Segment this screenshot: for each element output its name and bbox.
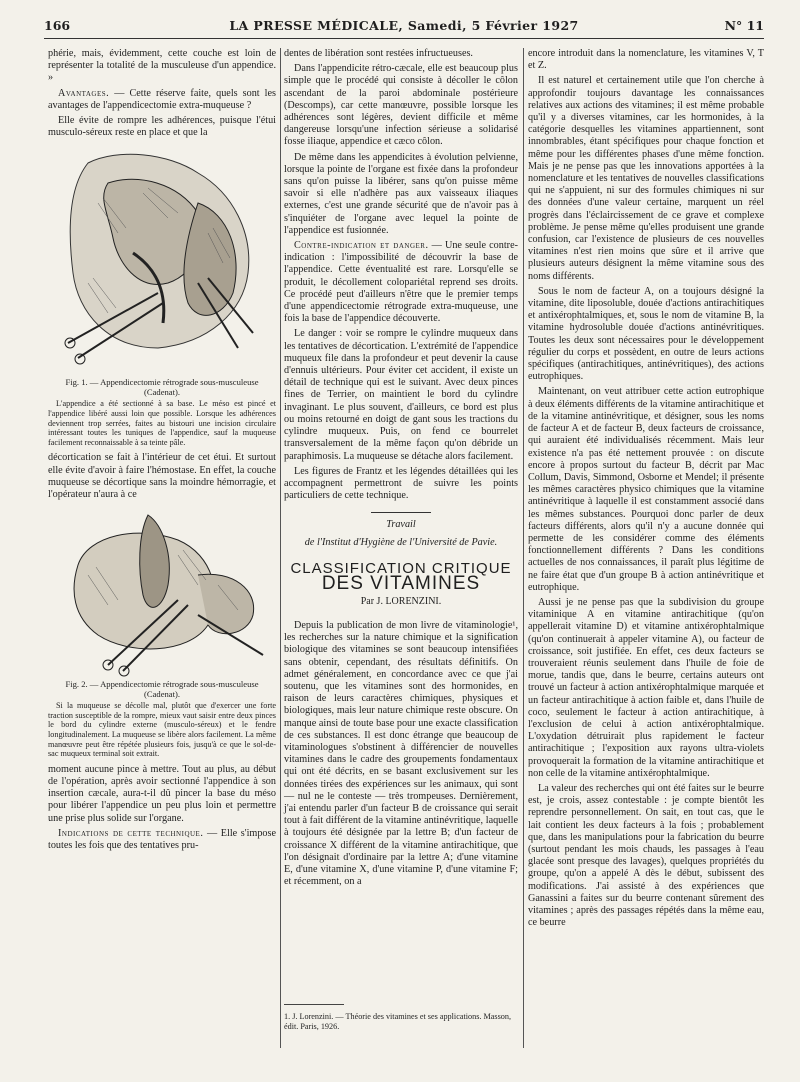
institute-line: de l'Institut d'Hygiène de l'Université de Pavie. (304, 537, 498, 549)
paragraph (48, 828, 276, 852)
article-author: Par J. LORENZINI. (360, 595, 442, 607)
figure-1-description: L'appendice a été sectionné à sa base. Le méso est pincé et l'appendice libéré aussi loin que possible. Lorsque les adhérences deviennent trop serrées, faites au bistouri une incision circulaire intéressant toutes les tuniques de l'appendice, sauf la muqueuse facilement reconnaissable à sa teinte pâle. (48, 399, 276, 447)
section-heading: Contre-indication et danger. (294, 240, 429, 252)
page-number: 166 (44, 18, 71, 33)
column-divider (280, 48, 281, 1048)
figure-1 (48, 143, 276, 447)
section-heading: Avantages. (58, 87, 110, 99)
section-heading: Indications de cette technique. (58, 827, 204, 839)
column-1 (48, 48, 276, 855)
figure-2-description: Si la muqueuse se décolle mal, plutôt que d'exercer une forte traction susceptible de la rompre, mieux vaut saisir entre deux pinces le bord du cylindre externe (musculo-séreux) et le fendre longitudinalement. La muqueuse se libère alors facilement. La même manœuvre peut être répétée plusieurs fois, jusqu'à ce que le sol-de-sac muqueux terminal soit extrait. (48, 701, 276, 759)
paragraph: Maintenant, on veut attribuer cette action eutrophique à deux éléments différents de la vitamine antirachitique et de la vitamine antinévritique, et désigner, sous les noms de facteur A et de facteur B, deux facteurs de croissance, qui auraient été individualisés récemment. Mais leur existence n'a pas été nettement prouvée : on discute encore à propos surtout du facteur B, décrit par Mac Collum, Davis, Simmond, Osborne et Mendel; il présente les mêmes caractères physico chimiques que la vitamine antinévritique à laquelle il est constamment associé dans les mêmes substances. Pourquoi donc parler de deux facteurs différents, alors qu'il n'y a aucune donnée qui permette de les considérer comme des éléments fonctionnellement différents ? Dans les conditions actuelles de nos connaissances, il paraît plus légitime de ne faire état que d'un groupe B à action antinévritique et eutrophique. (528, 386, 764, 593)
surgical-illustration-2 (48, 505, 276, 677)
paragraph: encore introduit dans la nomenclature, les vitamines V, T et Z. (528, 48, 764, 72)
column-2 (284, 48, 518, 891)
paragraph (284, 240, 518, 325)
column-divider (523, 48, 524, 1048)
page-header (44, 18, 764, 40)
paragraph: décortication se fait à l'intérieur de cet étui. Et surtout elle évite d'avoir à faire l'hémostase. En effet, la couche muqueuse se décortique sans la moindre hémorragie, et l'opérateur n'aura à ce (48, 452, 276, 500)
paragraph: phérie, mais, évidemment, cette couche est loin de représenter la totalité de la musculeuse d'un appendice. » (48, 48, 276, 84)
figure-2 (48, 505, 276, 759)
header-rule (44, 38, 764, 39)
paragraph (48, 88, 276, 112)
paragraph: Dans l'appendicite rétro-cæcale, elle est beaucoup plus simple que le procédé qui consiste à décoller le côlon ascendant de la paroi abdominale postérieure (Descomps), car cette manœuvre, possible lorsque les adhérences sont légères, devient difficile et même dangereuse lorsqu'une infection sérieuse a solidarisé fosse iliaque, appendice et cæco côlon. (284, 63, 518, 148)
separator (371, 512, 431, 513)
article-label: Travail (386, 519, 416, 531)
paragraph: Les figures de Frantz et les légendes détaillées qui les accompagnent permettront de suivre les points particuliers de cette technique. (284, 465, 518, 502)
paragraph: moment aucune pince à mettre. Tout au plus, au début de l'opération, après avoir sectionné l'appendice à son insertion cæcale, aura-t-il dû pincer la base du méso pour libérer l'appendice un peu plus loin et permettre une prise plus solide sur l'organe. (48, 763, 276, 824)
paragraph: Le danger : voir se rompre le cylindre muqueux dans les tentatives de décortication. L'extrémité de l'appendice muqueux file dans la profondeur et peut devenir la cause d'ennuis ultérieurs. Pour éviter cet accident, il existe un détail de technique qui est le suivant. Avec deux pinces fines de Terrier, on maintient le bord du cylindre invaginant. Le plus souvent, d'ailleurs, ce bord est plus ou moins retourné en doigt de gant sous les tractions du cylindre muqueux. Puis, on fend ce bourrelet transversalement de la même façon qu'on débride un paraphimosis. La muqueuse se détache alors facilement. (284, 328, 518, 462)
paragraph: La valeur des recherches qui ont été faites sur le beurre est, je crois, assez contestable : je compte bientôt les reprendre personnellement. On sait, en tout cas, que le lait contient les deux facteurs à la fois ; probablement que, dans les manipulations pour la fabrication du beurre (surtout pendant les mois chauds, les passages à l'eau glacée sont presque des lavages), quelques propriétés du groupe, qu'on a appelé A dès le début, subissent des modifications. J'ai assisté à des expériences que Ganassini a faites sur du beurre contenant sûrement des vitamines ; après des passages répétés dans la même eau, ce beurre (528, 782, 764, 929)
paragraph: Sous le nom de facteur A, on a toujours désigné la vitamine, dite liposoluble, douée d'actions antirachitiques et antixérophtalmiques, et, sous le nom de vitamine B, la vitamine hydrosoluble douée d'actions antinévritiques. Toutes les deux sont nécessaires pour le développement régulier du corps et possèdent, en outre de leurs actions spécifiques (antirachitiques, antinévritiques), des actions eutrophiques. (528, 285, 764, 383)
article-title-line-1: CLASSIFICATION CRITIQUE (290, 560, 512, 578)
paragraph-text: — Elle s'impose toutes les fois que des tentatives pru- (48, 827, 277, 851)
paragraph: Depuis la publication de mon livre de vitaminologie¹, les recherches sur la nature chimique et la signification biologique des vitamines se sont beaucoup intensifiées sans obtenir, cependant, des résultats définitifs. On admet généralement, en concordance avec ce que j'ai soutenu, que les vitamines sont des hormonides, en raison de leurs caractères chimiques, physiques et biologiques, mais leur nature chimique reste obscure. On manque ainsi de toute base pour une exacte classification de ces substances. Il est donc étrange que beaucoup de vitaminologues s'obstinent à différencier de nouvelles vitamines dans le cadre des groupements fondamentaux qui ont été décrits, en se basant exclusivement sur les données tirées des expériences sur les animaux, qui sont — nul ne le conteste — très trompeuses. Dernièrement, j'ai entendu parler d'un facteur B de croissance qui serait tout à fait différent de la vitamine antinévritique, laquelle à toujours été désignée par la lettre B; d'un facteur de croissance X différent de la vitamine antirachitique, que l'on désignait d'ordinaire par la lettre A; d'une vitamine E, d'une vitamine X, d'une vitamine P, d'une vitamine F; et récemment, on a (284, 619, 518, 888)
footnote: 1. J. Lorenzini. — Théorie des vitamines et ses applications. Masson, édit. Paris, 1926. (284, 1012, 512, 1031)
figure-2-caption: Fig. 2. — Appendicectomie rétrograde sous-musculeuse (Cadenat). (65, 679, 259, 700)
surgical-illustration-1 (48, 143, 276, 375)
journal-title: LA PRESSE MÉDICALE, Samedi, 5 Février 1927 (229, 18, 579, 33)
figure-1-caption: Fig. 1. — Appendicectomie rétrograde sous-musculeuse (Cadenat). (65, 377, 259, 398)
paragraph-text: — Une seule contre-indication : l'impossibilité de découvrir la base de l'appendice. Cette éventualité est rare. Lorsqu'elle se produit, le décollement colopariétal reprend ses droits. Ce procédé peut d'ailleurs n'être que le premier temps d'une appendicectomie rétrograde extra-muqueuse, une fois la base de l'appendice découverte. (284, 240, 518, 325)
paragraph: dentes de libération sont restées infructueuses. (284, 48, 473, 59)
footnote-rule (284, 1004, 344, 1005)
article-title-line-2: DES VITAMINES (321, 572, 481, 594)
paragraph: Elle évite de rompre les adhérences, puisque l'étui musculo-séreux reste en place et que la (48, 115, 276, 139)
paragraph: Il est naturel et certainement utile que l'on cherche à approfondir toujours davantage les connaissances relatives aux actions des vitamines; il est même probable qu'il y a diverses vitamines, car les hormonides, à la catégorie desquelles les vitamines appartiennent, sont innombrables, étant spécifiques pour chaque fonction et même pour les différentes phases d'une même fonction. Mais je ne pense pas que les innovations apportées à la nomenclature et les tentatives de nouvelles classifications qui ne s'appuient, ni sur des formules chimiques ni sur des données d'une valeur certaine, marquent un réel progrès dans l'éclaircissement de ce grave et complexe problème. Je pense même qu'elles produisent une grande confusion, car l'existence de plusieurs de ces nouvelles vitamines n'est rien moins que sûre et il arrive que plusieurs auteurs désignent la même vitamine sous des noms différents. (528, 75, 764, 282)
issue-number: N° 11 (724, 18, 764, 33)
column-3 (528, 48, 764, 932)
paragraph: Aussi je ne pense pas que la subdivision du groupe vitaminique A en vitamine antirachitique (qu'on appellerait vitamine D) et vitamine antixérophtalmique (qu'on continuerait à appeler vitamine A), ou facteur de croissance, soit justifiée. En effet, ces deux facteurs se trouveraient réunis seulement dans l'huile de foie de morue, tandis que, dans le beurre, certains auteurs ont trouvé un facteur à action antixérophtalmique marquée et un facteur antirachitique à action faible et, dans l'huile de coco, seulement le facteur à action antirachitique, à l'exclusion de celui à action antixérophtalmique. L'oxydation détruirait plus rapidement le facteur antirachitique ; l'exposition aux rayons ultra-violets provoquerait la formation de la vitamine antirachitique et non celle de la vitamine antixérophtalmique. (528, 596, 764, 779)
paragraph-text: — Cette réserve faite, quels sont les avantages de l'appendicectomie extra-muqueuse ? (48, 87, 276, 111)
paragraph: De même dans les appendicites à évolution pelvienne, lorsque la pointe de l'organe est fixée dans la profondeur sans qu'on puisse la libérer, sans qu'on puisse même savoir si elle n'adhère pas aux vaisseaux iliaques externes, c'est une grande sécurité que de n'avoir pas à s'inquiéter de l'organe avec lequel la pointe de l'appendice est fusionnée. (284, 151, 518, 236)
